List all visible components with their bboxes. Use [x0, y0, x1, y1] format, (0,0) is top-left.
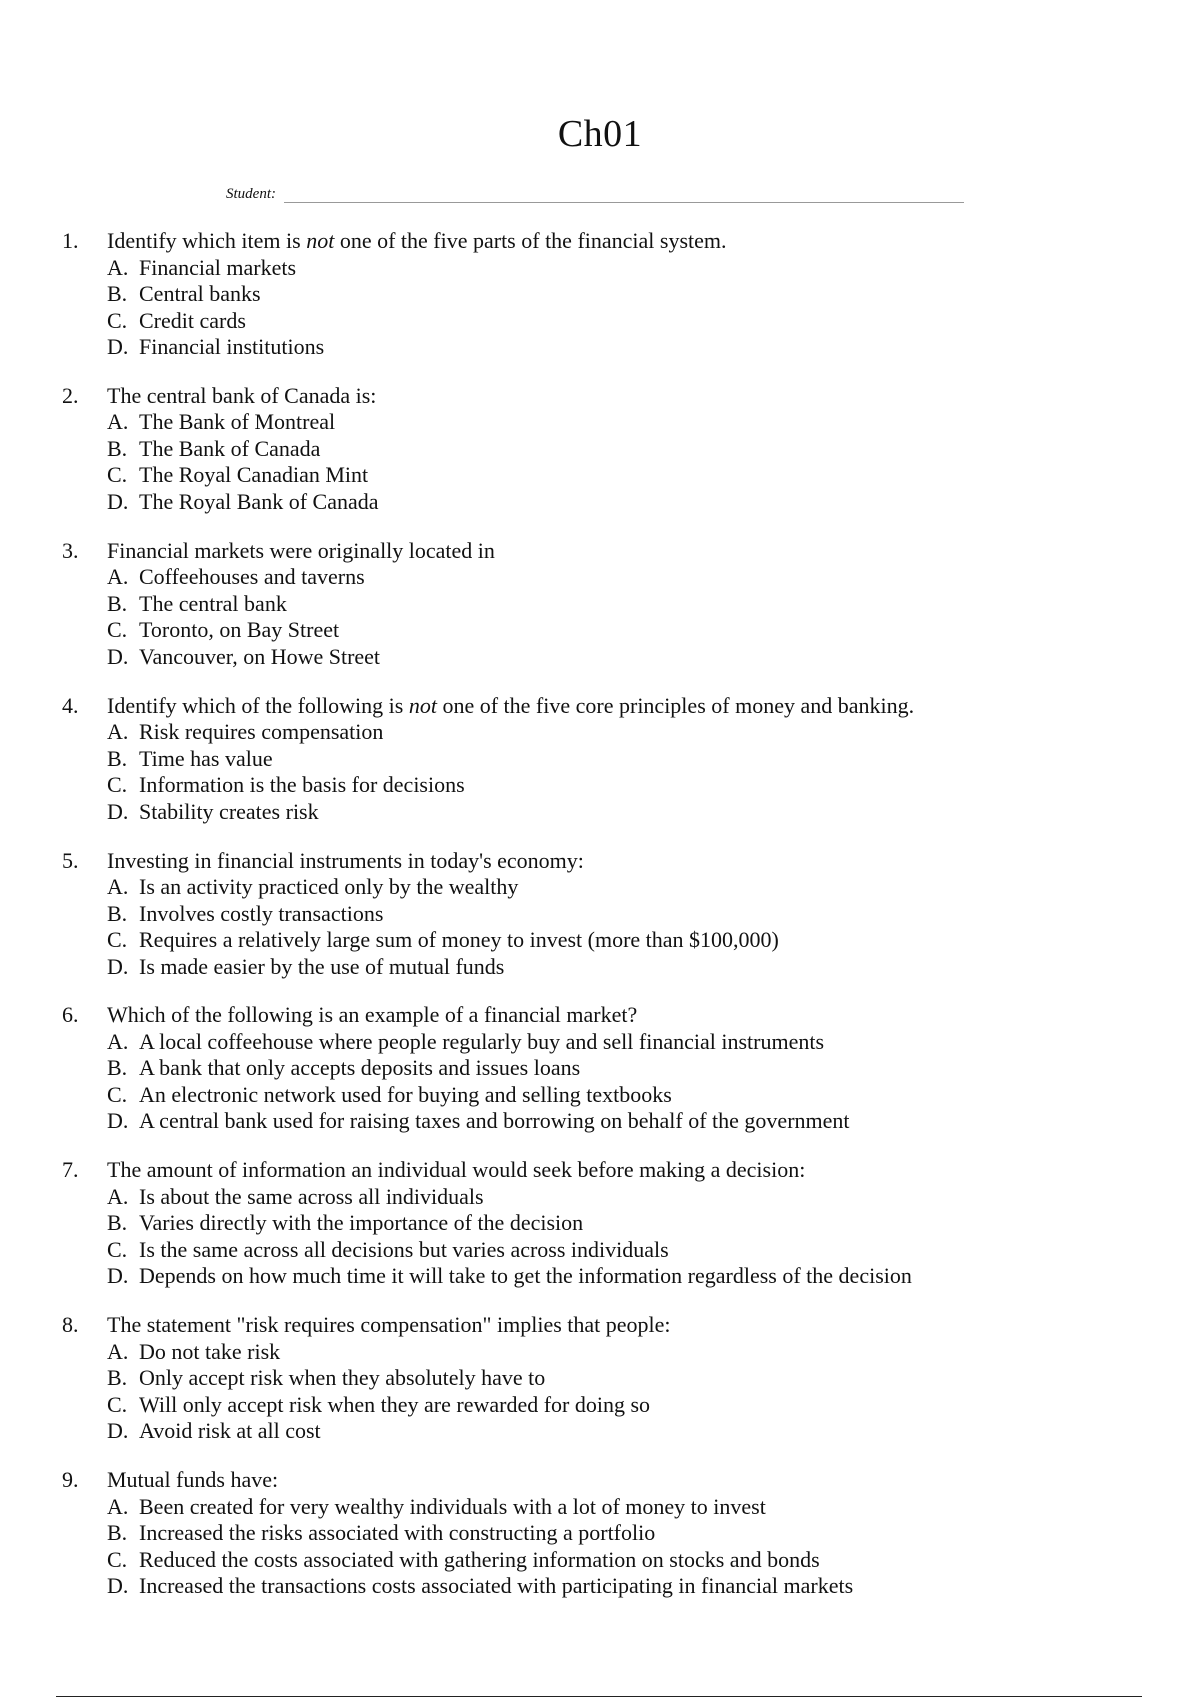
choice-text: Time has value — [139, 745, 273, 771]
question-9 — [62, 1467, 1142, 1600]
choice-b — [62, 901, 1142, 928]
choice-d — [62, 954, 1142, 981]
choice-text: Financial institutions — [139, 334, 325, 359]
choice-b — [62, 281, 1142, 308]
question-7 — [62, 1157, 1142, 1290]
choice-letter: D. — [107, 488, 129, 514]
choice-text: An electronic network used for buying and selling textbooks — [139, 1081, 672, 1107]
choice-letter: D. — [107, 953, 129, 979]
choice-c — [62, 1237, 1142, 1264]
choice-d — [62, 644, 1142, 671]
choice-a — [62, 1339, 1142, 1366]
choice-a — [62, 255, 1142, 282]
question-number: 2. — [62, 382, 79, 408]
choice-text: Avoid risk at all cost — [139, 1418, 321, 1444]
choice-text: Toronto, on Bay Street — [139, 617, 340, 643]
choice-a — [62, 564, 1142, 591]
question-text: The central bank of Canada is: — [107, 382, 377, 408]
choice-text: Increased the transactions costs associated with participating in financial markets — [139, 1573, 854, 1599]
choice-letter: C. — [107, 1391, 128, 1417]
choice-a — [62, 1494, 1142, 1521]
choice-letter: B. — [107, 1520, 128, 1546]
choice-text: Is the same across all decisions but varies across individuals — [139, 1236, 669, 1262]
choice-text: Is made easier by the use of mutual funds — [139, 953, 505, 979]
choice-text: Central banks — [139, 281, 261, 306]
choice-text: Information is the basis for decisions — [139, 772, 465, 798]
choice-d — [62, 1418, 1142, 1445]
choice-c — [62, 1392, 1142, 1419]
choice-text: Only accept risk when they absolutely have to — [139, 1365, 546, 1391]
choice-b — [62, 746, 1142, 773]
choice-letter: D. — [107, 643, 129, 669]
choice-text: Will only accept risk when they are rewarded for doing so — [139, 1391, 651, 1417]
choice-text: A central bank used for raising taxes and borrowing on behalf of the government — [139, 1108, 850, 1134]
choice-text: Is an activity practiced only by the wealthy — [139, 874, 519, 900]
choice-letter: D. — [107, 1108, 129, 1134]
question-4 — [62, 693, 1142, 826]
question-2 — [62, 383, 1142, 516]
choice-letter: B. — [107, 1210, 128, 1236]
choice-c — [62, 927, 1142, 954]
choice-text: Been created for very wealthy individuals with a lot of money to invest — [139, 1493, 766, 1519]
choice-b — [62, 1520, 1142, 1547]
choice-letter: D. — [107, 334, 129, 359]
question-text: Identify which of the following is not one of the five core principles of money and banking. — [107, 692, 915, 718]
choice-text: Reduced the costs associated with gathering information on stocks and bonds — [139, 1546, 820, 1572]
choice-text: Increased the risks associated with constructing a portfolio — [139, 1520, 656, 1546]
choice-letter: D. — [107, 1263, 129, 1289]
choice-a — [62, 1184, 1142, 1211]
question-3 — [62, 538, 1142, 671]
choice-c — [62, 772, 1142, 799]
choice-text: Financial markets — [139, 254, 297, 280]
question-6 — [62, 1002, 1142, 1135]
choice-text: The Bank of Montreal — [139, 409, 336, 435]
question-text: The amount of information an individual would seek before making a decision: — [107, 1157, 806, 1183]
choice-letter: C. — [107, 927, 128, 953]
question-5 — [62, 848, 1142, 981]
choice-d — [62, 489, 1142, 516]
choice-a — [62, 874, 1142, 901]
choice-letter: A. — [107, 1183, 129, 1209]
choice-text: Do not take risk — [139, 1338, 281, 1364]
choice-b — [62, 591, 1142, 618]
question-text: The statement "risk requires compensation" implies that people: — [107, 1312, 671, 1338]
choice-d — [62, 1108, 1142, 1135]
question-text: Mutual funds have: — [107, 1467, 279, 1493]
choice-text: The Royal Bank of Canada — [139, 488, 379, 514]
choice-letter: A. — [107, 409, 129, 435]
choice-text: The Bank of Canada — [139, 435, 321, 461]
choice-text: Stability creates risk — [139, 798, 319, 824]
choice-d — [62, 799, 1142, 826]
choice-letter: C. — [107, 462, 128, 488]
choice-letter: B. — [107, 900, 128, 926]
choice-letter: B. — [107, 745, 128, 771]
choice-text: Coffeehouses and taverns — [139, 564, 365, 590]
choice-text: Credit cards — [139, 307, 246, 333]
choice-text: A local coffeehouse where people regularly buy and sell financial instruments — [139, 1028, 825, 1054]
choice-letter: A. — [107, 254, 129, 280]
choice-text: Involves costly transactions — [139, 900, 384, 926]
question-number: 6. — [62, 1002, 79, 1028]
choice-letter: C. — [107, 1081, 128, 1107]
choice-text: Is about the same across all individuals — [139, 1183, 484, 1209]
choice-d — [62, 1573, 1142, 1600]
student-name-line[interactable] — [284, 184, 964, 203]
choice-b — [62, 1365, 1142, 1392]
choice-d — [62, 1263, 1142, 1290]
choice-c — [62, 617, 1142, 644]
choice-c — [62, 308, 1142, 335]
choice-letter: B. — [107, 1365, 128, 1391]
choice-letter: A. — [107, 719, 129, 745]
question-1 — [62, 228, 1142, 361]
question-text: Identify which item is not one of the five parts of the financial system. — [107, 228, 727, 253]
choice-letter: A. — [107, 1028, 129, 1054]
choice-a — [62, 409, 1142, 436]
choice-letter: D. — [107, 1573, 129, 1599]
choice-c — [62, 1082, 1142, 1109]
question-number: 4. — [62, 692, 79, 718]
choice-a — [62, 1029, 1142, 1056]
choice-letter: C. — [107, 617, 128, 643]
choice-text: Vancouver, on Howe Street — [139, 643, 381, 669]
choice-letter: D. — [107, 1418, 129, 1444]
question-number: 8. — [62, 1312, 79, 1338]
choice-text: The Royal Canadian Mint — [139, 462, 369, 488]
choice-d — [62, 334, 1142, 361]
question-text: Financial markets were originally located in — [107, 537, 495, 563]
choice-letter: A. — [107, 564, 129, 590]
choice-letter: D. — [107, 798, 129, 824]
choice-letter: C. — [107, 772, 128, 798]
question-number: 7. — [62, 1157, 79, 1183]
choice-b — [62, 1210, 1142, 1237]
page-title: Ch01 — [557, 113, 643, 155]
question-text: Which of the following is an example of a financial market? — [107, 1002, 638, 1028]
choice-text: A bank that only accepts deposits and issues loans — [139, 1055, 581, 1081]
question-number: 5. — [62, 847, 79, 873]
footer-divider — [56, 1696, 1142, 1697]
question-8 — [62, 1312, 1142, 1445]
choice-a — [62, 719, 1142, 746]
choice-letter: B. — [107, 281, 128, 306]
choice-letter: B. — [107, 1055, 128, 1081]
choice-text: Varies directly with the importance of the decision — [139, 1210, 584, 1236]
choice-b — [62, 436, 1142, 463]
choice-c — [62, 462, 1142, 489]
choice-letter: B. — [107, 435, 128, 461]
question-number: 3. — [62, 537, 79, 563]
choice-b — [62, 1055, 1142, 1082]
choice-text: Requires a relatively large sum of money to invest (more than $100,000) — [139, 927, 779, 953]
choice-letter: C. — [107, 1236, 128, 1262]
choice-letter: A. — [107, 1338, 129, 1364]
choice-c — [62, 1547, 1142, 1574]
question-number: 9. — [62, 1467, 79, 1493]
choice-letter: B. — [107, 590, 128, 616]
student-label: Student: — [226, 186, 276, 202]
choice-text: The central bank — [139, 590, 287, 616]
choice-letter: A. — [107, 1493, 129, 1519]
question-number: 1. — [62, 228, 79, 253]
choice-letter: A. — [107, 874, 129, 900]
choice-letter: C. — [107, 307, 128, 333]
question-list — [62, 228, 1142, 1622]
choice-letter: C. — [107, 1546, 128, 1572]
question-text: Investing in financial instruments in today's economy: — [107, 847, 584, 873]
choice-text: Risk requires compensation — [139, 719, 384, 745]
student-field — [226, 184, 964, 203]
choice-text: Depends on how much time it will take to get the information regardless of the decision — [139, 1263, 912, 1289]
